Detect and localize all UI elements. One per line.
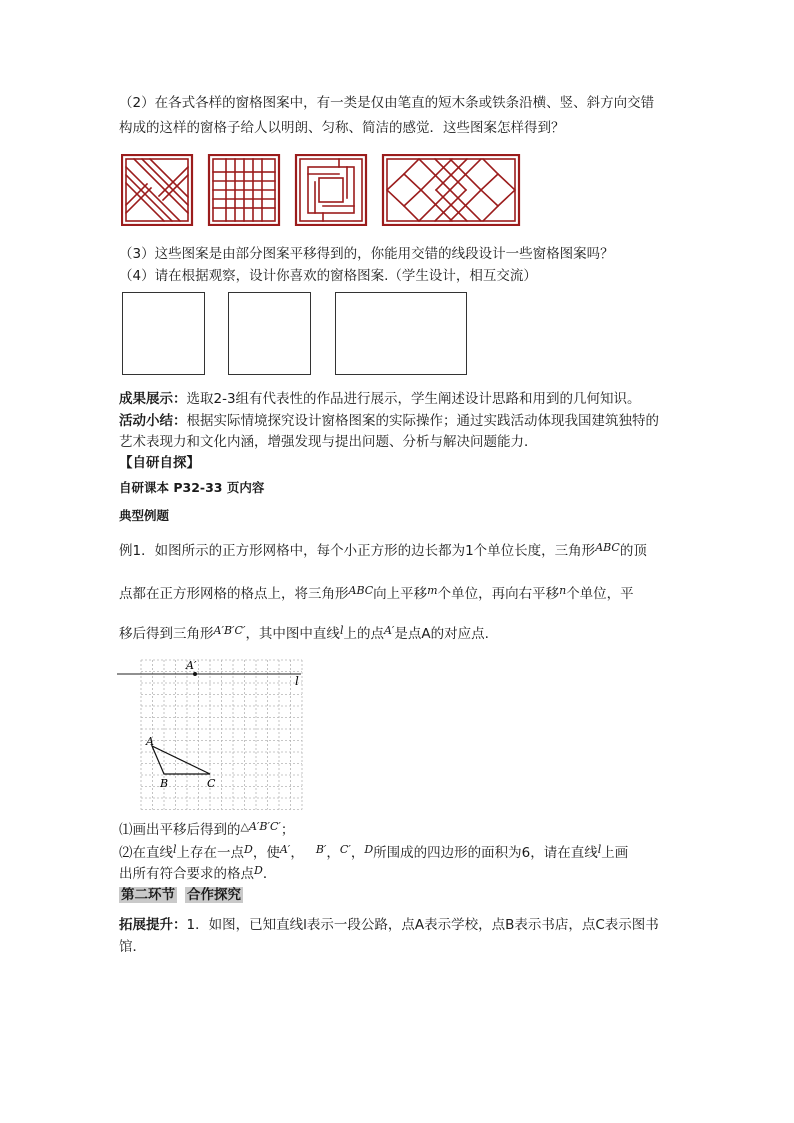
section-2-heading bbox=[119, 885, 243, 905]
math-l: l bbox=[339, 624, 344, 637]
math-abc-2: ABC bbox=[348, 584, 374, 597]
sub2-text-c: ，使 bbox=[252, 845, 280, 861]
results-show bbox=[119, 389, 641, 409]
activity-summary-text-2: 艺术表现力和文化内涵，增强发现与提出问题、分析与解决问题能力． bbox=[119, 434, 538, 450]
example-1-line-2 bbox=[119, 581, 634, 604]
sub-question-2-line-2 bbox=[119, 861, 276, 884]
lattice-pattern-diamonds bbox=[383, 155, 519, 225]
sub2-text-a: ⑵在直线 bbox=[119, 845, 173, 861]
question-4: （4）请在根据观察，设计你喜欢的窗格图案.（学生设计，相互交流） bbox=[119, 268, 537, 284]
example-1-line-3 bbox=[119, 621, 489, 644]
lattice-pattern-diagonal bbox=[122, 155, 192, 225]
math-abc: ABC bbox=[595, 541, 620, 554]
math-n: n bbox=[559, 584, 567, 597]
math-c-prime: C′ bbox=[339, 843, 351, 856]
label-a-prime: A′ bbox=[186, 659, 197, 672]
section-2-number: 第二环节 bbox=[121, 887, 175, 903]
sub2-text-b: 上存在一点 bbox=[176, 845, 245, 861]
extension-line-2: 馆． bbox=[119, 939, 146, 955]
example-1-text-h: ，其中图中直线 bbox=[245, 626, 340, 642]
example-1-text-e: 个单位，再向右平移 bbox=[437, 586, 560, 602]
sub2-text-e: 所围成的四边形的面积为6，请在直线 bbox=[373, 845, 598, 861]
intro-line-2: 构成的这样的窗格子给人以明朗、匀称、简洁的感觉．这些图案怎样得到？ bbox=[119, 120, 565, 136]
point-a-prime bbox=[193, 672, 197, 676]
extension-line-1 bbox=[119, 915, 659, 935]
question-3: （3）这些图案是由部分图案平移得到的，你能用交错的线段设计一些窗格图案吗？ bbox=[119, 246, 614, 262]
self-study-pages: 自研课本 P32-33 页内容 bbox=[119, 480, 265, 495]
math-m: m bbox=[427, 584, 438, 597]
lattice-patterns-figure bbox=[121, 154, 521, 226]
example-1-text-d: 向上平移 bbox=[373, 586, 428, 602]
grid-figure bbox=[117, 655, 307, 815]
label-l: l bbox=[295, 674, 299, 688]
sub2-text-f: 上画 bbox=[601, 845, 629, 861]
results-show-label: 成果展示： bbox=[119, 391, 187, 407]
extension-text-1: 1．如图，已知直线l表示一段公路，点A表示学校，点B表示书店，点C表示图书 bbox=[186, 917, 659, 933]
math-d-2: D bbox=[364, 843, 374, 856]
design-box-2 bbox=[228, 292, 311, 375]
label-a: A bbox=[146, 735, 154, 748]
sub1-text-a: ⑴画出平移后得到的 bbox=[119, 822, 241, 838]
section-2-title: 合作探究 bbox=[187, 887, 241, 903]
math-triangle-prime: △A′B′C′ bbox=[240, 820, 281, 833]
lattice-pattern-cross bbox=[209, 155, 279, 225]
math-a-prime-2: A′ bbox=[279, 843, 291, 856]
extension-label: 拓展提升： bbox=[119, 917, 187, 933]
lattice-pattern-frames bbox=[296, 155, 366, 225]
intro-line-1: （2）在各式各样的窗格图案中，有一类是仅由笔直的短木条或铁条沿横、竖、斜方向交错 bbox=[119, 95, 655, 111]
sub2-comma-3: ， bbox=[350, 845, 365, 861]
sub2-text-dot: ． bbox=[262, 866, 277, 882]
example-1-line-1 bbox=[119, 538, 647, 561]
example-1-text-f: 个单位，平 bbox=[566, 586, 634, 602]
math-b-prime: B′ bbox=[315, 843, 327, 856]
math-l-3: l bbox=[597, 843, 602, 856]
label-c: C bbox=[207, 777, 216, 790]
activity-summary bbox=[119, 411, 659, 431]
sub1-text-b: ； bbox=[280, 822, 295, 838]
sub2-text-g: 出所有符合要求的格点 bbox=[119, 866, 254, 882]
math-d-3: D bbox=[254, 864, 263, 877]
triangle-abc bbox=[152, 746, 210, 774]
math-abc-prime: A′B′C′ bbox=[213, 624, 246, 637]
sub-question-2-line-1 bbox=[119, 840, 628, 863]
sub2-comma-1: ， bbox=[290, 845, 304, 861]
math-l-2: l bbox=[173, 843, 177, 856]
label-b: B bbox=[160, 777, 169, 790]
design-box-1 bbox=[122, 292, 205, 375]
activity-summary-text-1: 根据实际情境探究设计窗格图案的实际操作；通过实践活动体现我国建筑独特的 bbox=[186, 413, 659, 429]
results-show-text: 选取2-3组有代表性的作品进行展示，学生阐述设计思路和用到的几何知识。 bbox=[186, 391, 641, 407]
self-study-heading: 【自研自探】 bbox=[119, 455, 200, 471]
typical-examples-heading: 典型例题 bbox=[119, 508, 170, 523]
sub-question-1 bbox=[119, 817, 294, 840]
example-1-text-a: 例1．如图所示的正方形网格中，每个小正方形的边长都为1个单位长度，三角形 bbox=[119, 543, 596, 559]
design-box-3 bbox=[335, 292, 467, 375]
math-a-prime: A′ bbox=[383, 624, 395, 637]
example-1-text-g: 移后得到三角形 bbox=[119, 626, 214, 642]
example-1-text-c: 点都在正方形网格的格点上，将三角形 bbox=[119, 586, 349, 602]
example-1-text-j: 是点A的对应点. bbox=[394, 626, 489, 642]
example-1-text-b: 的顶 bbox=[619, 543, 647, 559]
activity-summary-label: 活动小结： bbox=[119, 413, 187, 429]
math-d: D bbox=[244, 843, 253, 856]
example-1-text-i: 上的点 bbox=[343, 626, 384, 642]
sub2-comma-2: ， bbox=[326, 845, 340, 861]
